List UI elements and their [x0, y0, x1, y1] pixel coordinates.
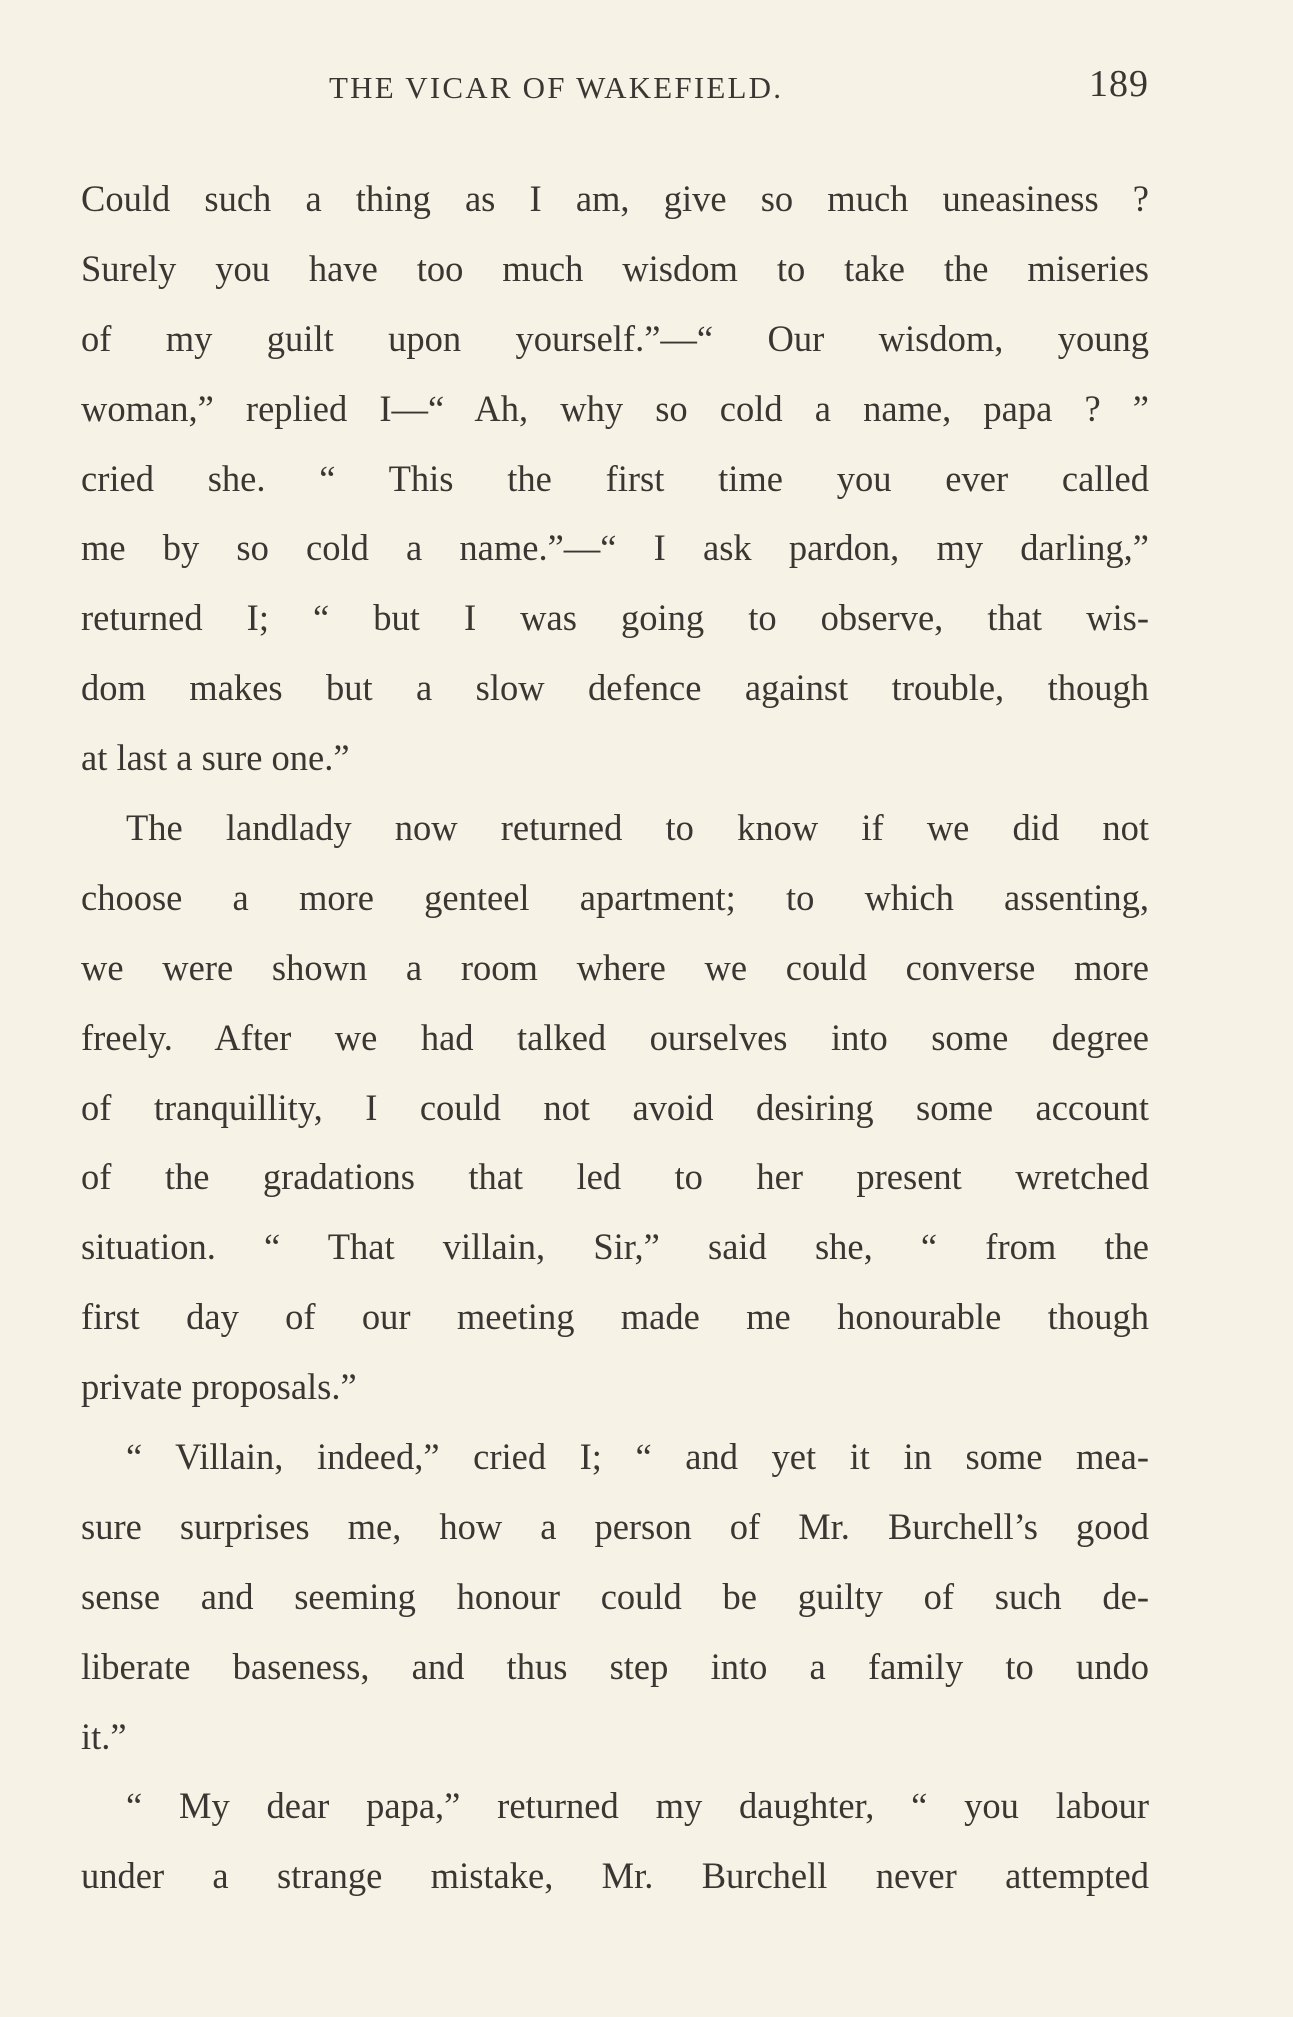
text-line: Could such a thing as I am, give so much uneasiness ?	[81, 178, 1149, 219]
text-line: of tranquillity, I could not avoid desiring some account	[81, 1086, 1149, 1128]
text-line: situation. “ That villain, Sir,” said she, “ from the	[81, 1226, 1149, 1268]
text-line: at last a sure one.”	[81, 737, 350, 779]
text-line: of my guilt upon yourself.”—“ Our wisdom, young	[81, 317, 1149, 359]
body-text	[81, 164, 1149, 1911]
text-line: choose a more genteel apartment; to which assenting,	[81, 876, 1149, 918]
text-line: The landlady now returned to know if we did not	[126, 807, 1149, 849]
text-line: dom makes but a slow defence against trouble, though	[81, 667, 1149, 709]
text-line: woman,” replied I—“ Ah, why so cold a name, papa ? ”	[81, 387, 1149, 429]
page-number: 189	[1089, 63, 1149, 105]
text-line: first day of our meeting made me honourable though	[81, 1296, 1149, 1338]
running-head	[81, 62, 1149, 114]
text-line: “ My dear papa,” returned my daughter, “ you labour	[126, 1785, 1149, 1827]
text-line: “ Villain, indeed,” cried I; “ and yet it in some mea-	[126, 1436, 1149, 1478]
text-line: private proposals.”	[81, 1366, 357, 1408]
book-page	[81, 62, 1149, 1911]
text-line: liberate baseness, and thus step into a family to undo	[81, 1645, 1149, 1687]
text-line: returned I; “ but I was going to observe, that wis-	[81, 597, 1149, 639]
running-title: THE VICAR OF WAKEFIELD.	[329, 70, 784, 105]
text-line: cried she. “ This the first time you ever called	[81, 457, 1149, 499]
text-line: it.”	[81, 1715, 127, 1757]
text-line: freely. After we had talked ourselves into some degree	[81, 1016, 1149, 1058]
text-line: we were shown a room where we could converse more	[81, 946, 1149, 988]
text-line: me by so cold a name.”—“ I ask pardon, my darling,”	[81, 527, 1149, 569]
text-line: Surely you have too much wisdom to take the miseries	[81, 247, 1149, 289]
text-line: under a strange mistake, Mr. Burchell never attempted	[81, 1855, 1149, 1897]
text-line: of the gradations that led to her present wretched	[81, 1156, 1149, 1198]
text-line: sense and seeming honour could be guilty of such de-	[81, 1575, 1149, 1617]
text-line: sure surprises me, how a person of Mr. Burchell’s good	[81, 1505, 1149, 1547]
